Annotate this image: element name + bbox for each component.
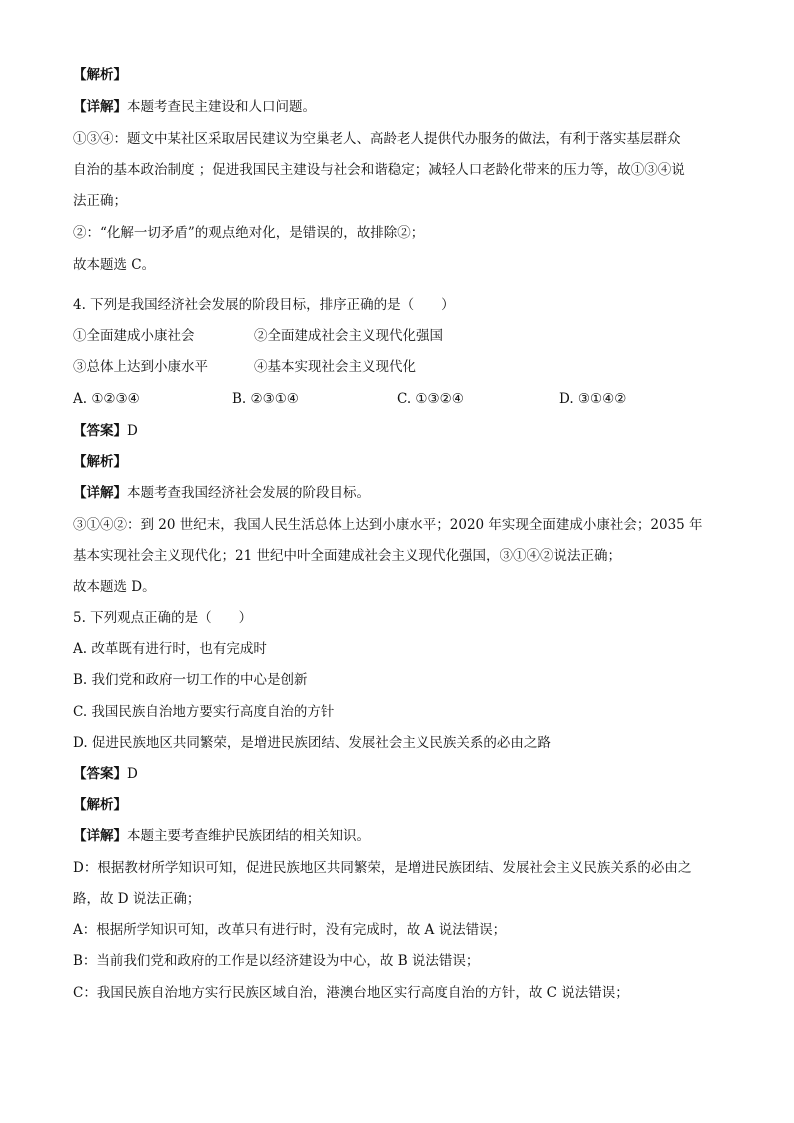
q5-answer [73,764,138,784]
q5-option-d: D. 促进民族地区共同繁荣，是增进民族团结、发展社会主义民族关系的必由之路 [73,735,551,751]
q3-explanation-item2: ②：“化解一切矛盾”的观点绝对化，是错误的，故排除②； [73,225,425,241]
q5-explanation-c: C：我国民族自治地方实行民族区域自治，港澳台地区实行高度自治的方针，故 C 说法错误； [73,985,629,1001]
q5-answer-label: 【答案】 [73,766,127,782]
q4-stem: 4. 下列是我国经济社会发展的阶段目标，排序正确的是（ ） [73,297,455,313]
q4-answer-label: 【答案】 [73,423,127,439]
q4-explanation-line1: ③①④②：到 20 世纪末，我国人民生活总体上达到小康水平；2020 年实现全面建成小康社会；2035 年 [73,517,703,533]
q3-xiangjie [73,97,316,117]
q4-xiangjie-text: 本题考查我国经济社会发展的阶段目标。 [127,485,370,501]
q5-answer-value: D [127,766,138,782]
q3-explanation-line1: ①③④：题文中某社区采取居民建议为空巢老人、高龄老人提供代办服务的做法，有利于落实基层群众 [73,131,681,147]
q4-answer [73,421,138,441]
q5-explanation-a: A：根据所学知识可知，改革只有进行时，没有完成时，故 A 说法错误； [73,922,507,938]
q4-item-1: ①全面建成小康社会 [73,328,195,344]
q4-xiangjie-label: 【详解】 [73,485,127,501]
q5-option-b: B. 我们党和政府一切工作的中心是创新 [73,672,308,688]
q4-item-4: ④基本实现社会主义现代化 [254,359,416,375]
q4-option-b: B. ②③①④ [232,391,299,407]
q4-jiexi-label: 【解析】 [73,454,127,470]
q5-xiangjie-text: 本题主要考查维护民族团结的相关知识。 [127,828,370,844]
q3-conclusion: 故本题选 C。 [73,257,156,273]
q5-option-a: A. 改革既有进行时，也有完成时 [73,641,267,657]
q4-option-c: C. ①③②④ [397,391,464,407]
q4-item-2: ②全面建成社会主义现代化强国 [254,328,443,344]
q3-explanation-line2: 自治的基本政治制度 ；促进我国民主建设与社会和谐稳定；减轻人口老龄化带来的压力等，故①③④说 [73,162,685,178]
q4-answer-value: D [127,423,138,439]
q4-xiangjie [73,483,370,503]
q3-xiangjie-text: 本题考查民主建设和人口问题。 [127,99,316,115]
q4-option-a: A. ①②③④ [73,391,140,407]
q4-explanation-line2: 基本实现社会主义现代化；21 世纪中叶全面建成社会主义现代化强国，③①④②说法正确； [73,548,621,564]
q5-explanation-d-line2: 路，故 D 说法正确； [73,891,201,907]
q5-xiangjie-label: 【详解】 [73,828,127,844]
q3-jiexi-label: 【解析】 [73,67,127,83]
q5-explanation-b: B：当前我们党和政府的工作是以经济建设为中心，故 B 说法错误； [73,953,480,969]
q5-stem: 5. 下列观点正确的是（ ） [73,610,253,626]
q5-jiexi-label: 【解析】 [73,797,127,813]
q4-item-3: ③总体上达到小康水平 [73,359,208,375]
q5-option-c: C. 我国民族自治地方要实行高度自治的方针 [73,704,335,720]
q3-explanation-line3: 法正确； [73,193,127,209]
q4-option-d: D. ③①④② [559,391,627,407]
q5-explanation-d-line1: D：根据教材所学知识可知，促进民族地区共同繁荣，是增进民族团结、发展社会主义民族关系的必由之 [73,860,692,876]
q3-xiangjie-label: 【详解】 [73,99,127,115]
q5-xiangjie [73,826,370,846]
q4-conclusion: 故本题选 D。 [73,579,156,595]
